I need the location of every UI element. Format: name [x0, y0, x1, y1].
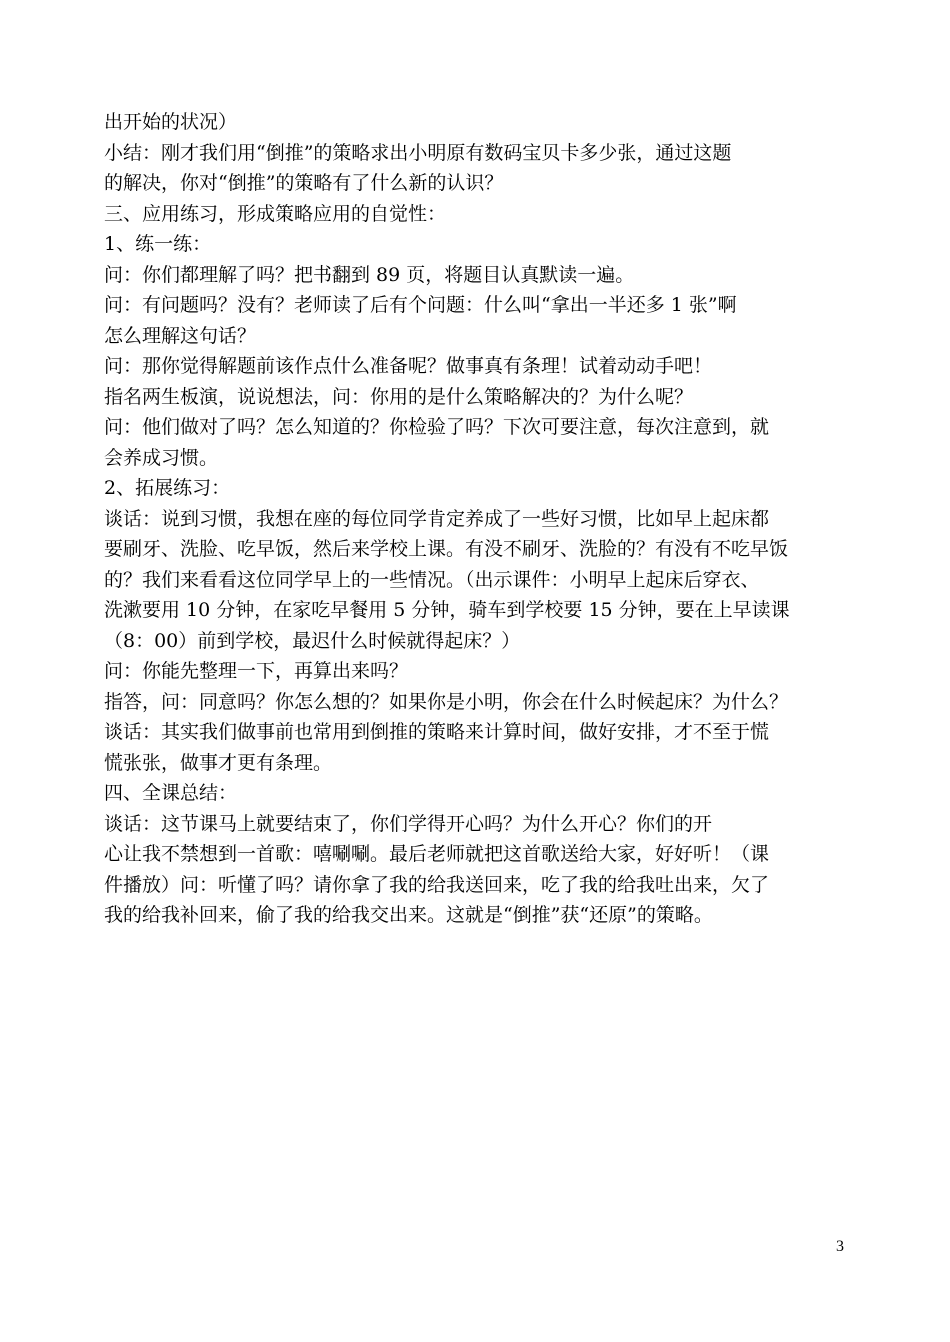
text-line: 我的给我补回来，偷了我的给我交出来。这就是“倒推”获“还原”的策略。: [104, 904, 713, 926]
text-line: 谈话：其实我们做事前也常用到倒推的策略来计算时间，做好安排，才不至于慌: [104, 721, 770, 743]
text-line: 谈话：说到习惯，我想在座的每位同学肯定养成了一些好习惯，比如早上起床都: [104, 507, 770, 530]
page-number: 3: [836, 1238, 844, 1255]
text-line: 件播放）问：听懂了吗？请你拿了我的给我送回来，吃了我的给我吐出来，欠了: [104, 873, 770, 896]
text-line: 问：你能先整理一下，再算出来吗？: [104, 660, 409, 682]
text-line: 慌张张，做事才更有条理。: [104, 751, 333, 774]
text-line: 会养成习惯。: [104, 446, 219, 469]
text-line: 问：那你觉得解题前该作点什么准备呢？做事真有条理！试着动动手吧！: [104, 355, 713, 377]
text-line: 小结：刚才我们用“倒推”的策略求出小明原有数码宝贝卡多少张，通过这题: [104, 141, 732, 164]
text-line: 指名两生板演，说说想法，问：你用的是什么策略解决的？为什么呢？: [104, 385, 694, 408]
text-line: 怎么理解这句话？: [104, 324, 257, 347]
subsection-heading: 2、拓展练习：: [104, 477, 231, 499]
text-line: 谈话：这节课马上就要结束了，你们学得开心吗？为什么开心？你们的开: [104, 812, 713, 835]
text-line: 指答，问：同意吗？你怎么想的？如果你是小明，你会在什么时候起床？为什么？: [104, 690, 789, 713]
text-line: 的解决，你对“倒推”的策略有了什么新的认识？: [104, 172, 504, 194]
text-line: 洗漱要用 10 分钟，在家吃早餐用 5 分钟，骑车到学校要 15 分钟，要在上早读课: [104, 599, 790, 621]
text-line: 问：他们做对了吗？怎么知道的？你检验了吗？下次可要注意，每次注意到，就: [104, 416, 770, 438]
document-body: [104, 107, 850, 931]
text-line: （8：00）前到学校，最迟什么时候就得起床？）: [104, 629, 521, 652]
text-line: 出开始的状况）: [104, 111, 238, 133]
subsection-heading: 1、练一练：: [104, 233, 212, 255]
text-line: 的？我们来看看这位同学早上的一些情况。（出示课件：小明早上起床后穿衣、: [104, 568, 760, 591]
section-heading: 三、应用练习，形成策略应用的自觉性：: [104, 202, 447, 225]
section-heading: 四、全课总结：: [104, 782, 238, 804]
text-line: 心让我不禁想到一首歌：嘻唰唰。最后老师就把这首歌送给大家，好好听！（课: [104, 843, 770, 865]
text-line: 问：有问题吗？没有？老师读了后有个问题：什么叫“拿出一半还多 1 张”啊: [104, 294, 737, 316]
text-line: 要刷牙、洗脸、吃早饭，然后来学校上课。有没不刷牙、洗脸的？有没有不吃早饭: [104, 538, 789, 560]
text-line: 问：你们都理解了吗？把书翻到 89 页，将题目认真默读一遍。: [104, 263, 635, 286]
